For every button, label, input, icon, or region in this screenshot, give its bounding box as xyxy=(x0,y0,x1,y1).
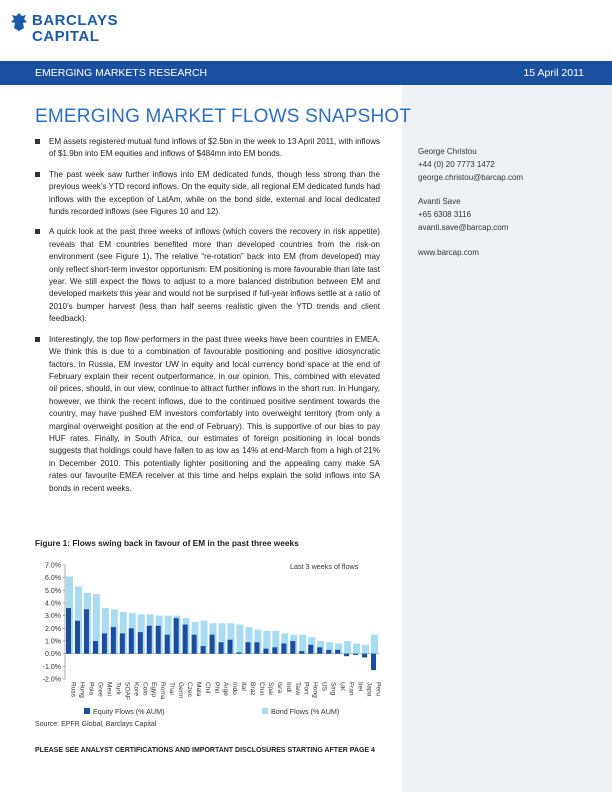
bullet-icon xyxy=(35,229,40,234)
equity-bar xyxy=(111,627,116,654)
y-tick-label: 6.0% xyxy=(45,575,61,583)
equity-bar xyxy=(147,626,152,654)
category-label: Russ xyxy=(69,682,77,698)
equity-bar xyxy=(102,633,107,653)
page-title: EMERGING MARKET FLOWS SNAPSHOT xyxy=(35,106,412,127)
website-link[interactable]: www.barcap.com xyxy=(418,247,479,257)
equity-bar xyxy=(245,642,250,653)
equity-bar xyxy=(174,618,179,653)
analyst-name: George Christou xyxy=(418,147,477,156)
equity-bar xyxy=(308,645,313,654)
disclosure-footer: PLEASE SEE ANALYST CERTIFICATIONS AND IMPORTANT DISCLOSURES STARTING AFTER PAGE 4 xyxy=(35,747,375,754)
bond-bar xyxy=(344,641,351,654)
equity-bar xyxy=(236,652,241,653)
category-label: Pola xyxy=(87,682,95,696)
bond-bar xyxy=(299,635,306,654)
analyst-email[interactable]: george.christou@barcap.com xyxy=(418,172,524,182)
y-tick-label: -1.0% xyxy=(42,663,61,671)
equity-bar xyxy=(129,628,134,653)
section-label: EMERGING MARKETS RESEARCH xyxy=(35,67,208,79)
equity-bar xyxy=(219,642,224,653)
report-date: 15 April 2011 xyxy=(523,67,584,79)
bullet-icon xyxy=(35,139,40,144)
category-label: Isra xyxy=(275,682,283,693)
equity-bar xyxy=(281,644,286,654)
equity-bar xyxy=(290,641,295,654)
paragraph-text: EM assets registered mutual fund inflows of $2.5bn in the week to 13 April 2011, with inflows of $1.9bn into EM equities and inflows of $484mn into EM bonds. xyxy=(49,137,380,159)
category-label: Egyp xyxy=(150,682,158,698)
equity-bar xyxy=(335,650,340,654)
analyst-contacts xyxy=(418,146,523,260)
category-label: Chin xyxy=(257,682,265,696)
category-label: Gree xyxy=(96,682,104,697)
y-tick-label: 0.0% xyxy=(45,651,61,659)
source-note: Source: EPFR Global, Barclays Capital xyxy=(35,721,157,728)
legend-swatch-bond xyxy=(262,708,268,714)
equity-bar xyxy=(75,621,80,654)
bond-bar xyxy=(236,625,243,654)
equity-bar xyxy=(192,635,197,654)
bullet-paragraph xyxy=(35,136,380,161)
barclays-capital-logo xyxy=(10,10,160,50)
equity-bar xyxy=(210,635,215,654)
category-label: Port xyxy=(302,682,310,695)
category-label: Ital xyxy=(239,682,247,691)
category-label: Chil xyxy=(204,682,212,694)
equity-bar xyxy=(317,647,322,653)
bond-bar xyxy=(353,644,360,654)
equity-bar xyxy=(93,641,98,654)
category-label: Germ xyxy=(177,682,185,699)
equity-bar xyxy=(299,651,304,654)
category-label: Hung xyxy=(78,682,86,698)
section-banner xyxy=(0,61,612,85)
flows-bar-chart xyxy=(35,549,385,721)
equity-bar xyxy=(254,642,259,653)
equity-bar xyxy=(326,650,331,654)
equity-bar xyxy=(156,626,161,654)
analyst-phone: +65 6308 3116 xyxy=(418,210,472,220)
bullet-paragraph xyxy=(35,226,380,325)
bond-bar xyxy=(371,635,378,654)
equity-bar xyxy=(362,654,367,658)
category-label: Peru xyxy=(374,682,382,696)
chart-title: Last 3 weeks of flows xyxy=(290,562,359,571)
legend-swatch-equity xyxy=(84,708,90,714)
category-label: Czec xyxy=(186,682,194,698)
logo-text-line2: CAPITAL xyxy=(32,28,100,45)
category-label: Turk xyxy=(114,682,122,695)
equity-bar xyxy=(165,635,170,654)
category-label: Indo xyxy=(230,682,238,695)
category-label: Spai xyxy=(266,682,274,696)
bullet-paragraph xyxy=(35,169,380,219)
paragraph-text: A quick look at the past three weeks of inflows (which covers the recovery in risk appetite) reveals that EM countries benefited more than developed countries from the risk-on environment (see Figure 1). The relative “re-rotation” back into EM (from developed) may only reflect short-term investor opportunism: EM positioning is more favourable than late last year. We still expect the flows to adjust to a more balanced distribution between EM and developed markets this year and would not be surprised if full-year inflows settle at a ratio of 2010’s bumper harvest (less than half seems realistic given the YTD trends and client feedback). xyxy=(49,227,380,324)
bullet-paragraph xyxy=(35,334,380,495)
category-label: Kore xyxy=(132,682,140,696)
category-label: Mala xyxy=(195,682,203,697)
paragraph-text: The past week saw further inflows into EM dedicated funds, though less strong than the previous week’s YTD record inflows. On the equity side, all regional EM dedicated funds had inflows with the exception of LatAm, while on the bond side, external and local dedicated funds recorded inflows (see Figures 10 and 12). xyxy=(49,169,380,217)
equity-bar xyxy=(353,654,358,655)
paragraph-text: Interestingly, the top flow performers in the past three weeks have been countries in EMEA. We think this is due to a combination of favourable positioning and positive idiosyncratic factors. In Russia, EM investor UW in equity and local currency bond space at the end of February explain their recent outperformance, in our opinion. This, combined with elevated oil prices, should, in our view, continue to attract further inflows in the short run. In Hungary, however, we think the recent inflows, due to the continued positive sentiment towards the country, may have pushed EM investors comfortably into overweight territory (from only a marginal overweight position at the end of February). This is supportive of our bias to pay HUF rates. Finally, in South Africa, our estimates of foreign positioning in local bonds suggests that holdings could have fallen to as low as 14% at end-March from a high of 21% in December 2010. This potentially lighter positioning and the appealing carry make SA rates our favourite EMEA receiver at this time and helps explain the solid inflows into SA bonds in recent weeks. xyxy=(49,334,380,493)
category-label: Hong xyxy=(311,682,319,698)
equity-bar xyxy=(227,640,232,654)
equity-bar xyxy=(183,625,188,654)
category-label: Phil xyxy=(213,682,221,693)
category-label: Sing xyxy=(329,682,337,696)
logo-text-line1: BARCLAYS xyxy=(32,12,118,29)
y-tick-label: 1.0% xyxy=(45,638,61,646)
category-label: Mexi xyxy=(105,682,113,696)
category-label: Arge xyxy=(222,682,229,696)
category-label: Irel xyxy=(356,682,364,692)
y-tick-label: 3.0% xyxy=(45,613,61,621)
category-label: Taiw xyxy=(293,682,301,696)
y-tick-label: 4.0% xyxy=(45,600,61,608)
category-label: US xyxy=(320,682,328,692)
equity-bar xyxy=(371,654,376,670)
bullet-icon xyxy=(35,337,40,342)
category-label: Thai xyxy=(168,682,176,695)
equity-bar xyxy=(138,632,143,654)
y-tick-label: 5.0% xyxy=(45,587,61,595)
legend-label-equity: Equity Flows (% AUM) xyxy=(93,707,165,716)
bullet-icon xyxy=(35,172,40,177)
figure-title: Figure 1: Flows swing back in favour of EM in the past three weeks xyxy=(35,538,299,548)
equity-bar xyxy=(120,633,125,653)
category-label: Roma xyxy=(159,682,167,700)
equity-bar xyxy=(84,609,89,653)
bond-bar xyxy=(362,645,369,654)
analyst-name: Avanti Save xyxy=(418,197,461,207)
equity-bar xyxy=(201,646,206,654)
analyst-email[interactable]: avanti.save@barcap.com xyxy=(418,222,509,232)
y-tick-label: 7.0% xyxy=(45,562,61,570)
category-label: Braz xyxy=(248,682,256,696)
equity-bar xyxy=(263,649,268,654)
equity-bar xyxy=(272,647,277,653)
equity-bar xyxy=(344,654,349,657)
legend-label-bond: Bond Flows (% AUM) xyxy=(271,707,340,716)
body-text xyxy=(35,136,380,503)
y-tick-label: 2.0% xyxy=(45,625,61,633)
category-label: Japa xyxy=(365,682,373,697)
category-label: UK xyxy=(338,682,346,692)
analyst-phone: +44 (0) 20 7773 1472 xyxy=(418,159,495,169)
equity-bar xyxy=(66,608,71,654)
category-label: Indi xyxy=(284,682,292,693)
category-label: SOAF xyxy=(123,682,131,700)
eagle-icon xyxy=(10,12,28,32)
category-label: Colo xyxy=(141,682,149,696)
category-label: Fran xyxy=(347,682,355,696)
y-tick-label: -2.0% xyxy=(42,676,61,684)
